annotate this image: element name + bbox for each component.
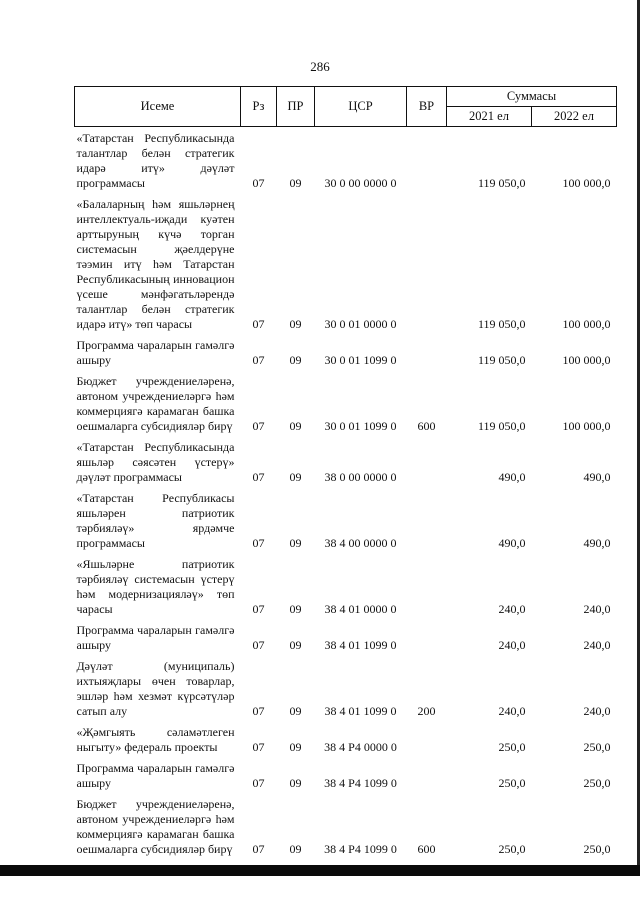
row-pr: 09 (289, 740, 302, 754)
row-rz: 07 (252, 704, 265, 718)
row-rz: 07 (252, 740, 265, 754)
row-rz: 07 (252, 842, 265, 856)
row-amount-2021: 240,0 (498, 704, 526, 718)
row-rz: 07 (252, 602, 265, 616)
row-csr: 30 0 01 1099 0 (324, 419, 397, 433)
table-row (75, 553, 617, 619)
row-amount-2022: 240,0 (583, 638, 611, 652)
row-csr: 38 4 P4 1099 0 (324, 776, 397, 790)
header-sums: Суммасы (447, 87, 617, 107)
row-pr: 09 (289, 842, 302, 856)
row-amount-2021: 490,0 (498, 470, 526, 484)
row-rz: 07 (252, 776, 265, 790)
row-vr: 200 (417, 704, 436, 718)
row-amount-2021: 119 050,0 (477, 317, 526, 331)
row-amount-2021: 250,0 (498, 740, 526, 754)
row-rz: 07 (252, 419, 265, 433)
row-amount-2022: 100 000,0 (562, 353, 611, 367)
row-rz: 07 (252, 353, 265, 367)
row-pr: 09 (289, 470, 302, 484)
table-row (75, 487, 617, 553)
row-pr: 09 (289, 176, 302, 190)
row-name: «Татарстан Республикасы яшьләрен патриотик тәрбияләү» ярдәмче программасы (76, 491, 235, 550)
row-amount-2021: 119 050,0 (477, 176, 526, 190)
row-rz: 07 (252, 638, 265, 652)
row-pr: 09 (289, 776, 302, 790)
row-amount-2021: 240,0 (498, 638, 526, 652)
row-name: «Яшьләрне патриотик тәрбияләү системасын үстерү һәм модернизацияләү» төп чарасы (76, 557, 235, 616)
header-rz: Рз (241, 87, 277, 127)
row-amount-2022: 250,0 (583, 842, 611, 856)
page-number: 286 (310, 59, 330, 74)
row-vr (407, 334, 447, 370)
table-row (75, 127, 617, 194)
row-csr: 38 4 P4 0000 0 (324, 740, 397, 754)
row-vr (407, 127, 447, 194)
row-pr: 09 (289, 704, 302, 718)
row-pr: 09 (289, 536, 302, 550)
row-csr: 38 4 01 1099 0 (324, 638, 397, 652)
row-amount-2022: 240,0 (583, 704, 611, 718)
row-vr (407, 487, 447, 553)
row-amount-2022: 100 000,0 (562, 317, 611, 331)
row-csr: 38 0 00 0000 0 (324, 470, 397, 484)
row-pr: 09 (289, 602, 302, 616)
row-vr (407, 757, 447, 793)
header-pr: ПР (277, 87, 315, 127)
row-amount-2021: 490,0 (498, 536, 526, 550)
header-vr: ВР (407, 87, 447, 127)
row-vr (407, 553, 447, 619)
table-row (75, 793, 617, 859)
row-name: Программа чараларын гамәлгә ашыру (76, 761, 235, 790)
table-row (75, 193, 617, 334)
row-pr: 09 (289, 353, 302, 367)
row-amount-2022: 490,0 (583, 470, 611, 484)
row-name: «Татарстан Республикасында яшьләр сәясәтен үстерү» дәүләт программасы (76, 440, 235, 484)
row-vr (407, 193, 447, 334)
row-amount-2021: 250,0 (498, 842, 526, 856)
row-amount-2022: 250,0 (583, 740, 611, 754)
header-name: Исеме (75, 87, 241, 127)
row-rz: 07 (252, 176, 265, 190)
table-row (75, 334, 617, 370)
row-name: Бюджет учреждениеләренә, автоном учреждениеләргә һәм коммерциягә карамаган башка оешмаларга субсидияләр бирү (76, 374, 235, 433)
row-vr: 600 (417, 419, 436, 433)
table-header (75, 87, 617, 127)
row-name: «Җәмгыять сәламәтлеген ныгыту» федераль проекты (76, 725, 235, 754)
row-amount-2021: 240,0 (498, 602, 526, 616)
row-vr (407, 436, 447, 487)
row-csr: 30 0 01 1099 0 (324, 353, 397, 367)
row-pr: 09 (289, 419, 302, 433)
row-name: «Балаларның һәм яшьләрнең интеллектуаль-иҗади куәтен арттыруның күчә торган системасын җәелдерүне тәэмин итү һәм Татарстан Республикасының инновацион үсеше мәнфәгатьләрендә талантлар белән стратегик идарә итү» төп чарасы (76, 197, 235, 331)
row-csr: 38 4 00 0000 0 (324, 536, 397, 550)
row-amount-2021: 250,0 (498, 776, 526, 790)
row-name: «Татарстан Республикасында талантлар белән стратегик идарә итү» дәүләт программасы (76, 131, 235, 190)
header-2021: 2021 ел (447, 107, 532, 127)
table-row (75, 619, 617, 655)
table-row (75, 655, 617, 721)
row-pr: 09 (289, 638, 302, 652)
budget-table (74, 86, 617, 859)
row-rz: 07 (252, 536, 265, 550)
row-name: Дәүләт (муниципаль) ихтыяҗлары өчен товарлар, эшләр һәм хезмәт күрсәтүләр сатып алу (76, 659, 235, 718)
row-amount-2021: 119 050,0 (477, 353, 526, 367)
row-amount-2022: 240,0 (583, 602, 611, 616)
table-row (75, 370, 617, 436)
scan-bottom-border (0, 865, 640, 876)
table-row (75, 721, 617, 757)
row-csr: 38 4 P4 1099 0 (324, 842, 397, 856)
row-vr: 600 (417, 842, 436, 856)
header-2022: 2022 ел (532, 107, 617, 127)
row-csr: 38 4 01 1099 0 (324, 704, 397, 718)
row-amount-2022: 100 000,0 (562, 419, 611, 433)
table-body (75, 127, 617, 860)
row-amount-2022: 100 000,0 (562, 176, 611, 190)
row-csr: 38 4 01 0000 0 (324, 602, 397, 616)
row-name: Бюджет учреждениеләренә, автоном учреждениеләргә һәм коммерциягә карамаган башка оешмаларга субсидияләр бирү (76, 797, 235, 856)
row-csr: 30 0 00 0000 0 (324, 176, 397, 190)
row-vr (407, 721, 447, 757)
row-amount-2022: 250,0 (583, 776, 611, 790)
header-csr: ЦСР (315, 87, 407, 127)
row-amount-2021: 119 050,0 (477, 419, 526, 433)
table-row (75, 757, 617, 793)
row-rz: 07 (252, 317, 265, 331)
row-vr (407, 619, 447, 655)
row-name: Программа чараларын гамәлгә ашыру (76, 623, 235, 652)
row-amount-2022: 490,0 (583, 536, 611, 550)
row-pr: 09 (289, 317, 302, 331)
row-rz: 07 (252, 470, 265, 484)
table-row (75, 436, 617, 487)
row-name: Программа чараларын гамәлгә ашыру (76, 338, 235, 367)
row-csr: 30 0 01 0000 0 (324, 317, 397, 331)
